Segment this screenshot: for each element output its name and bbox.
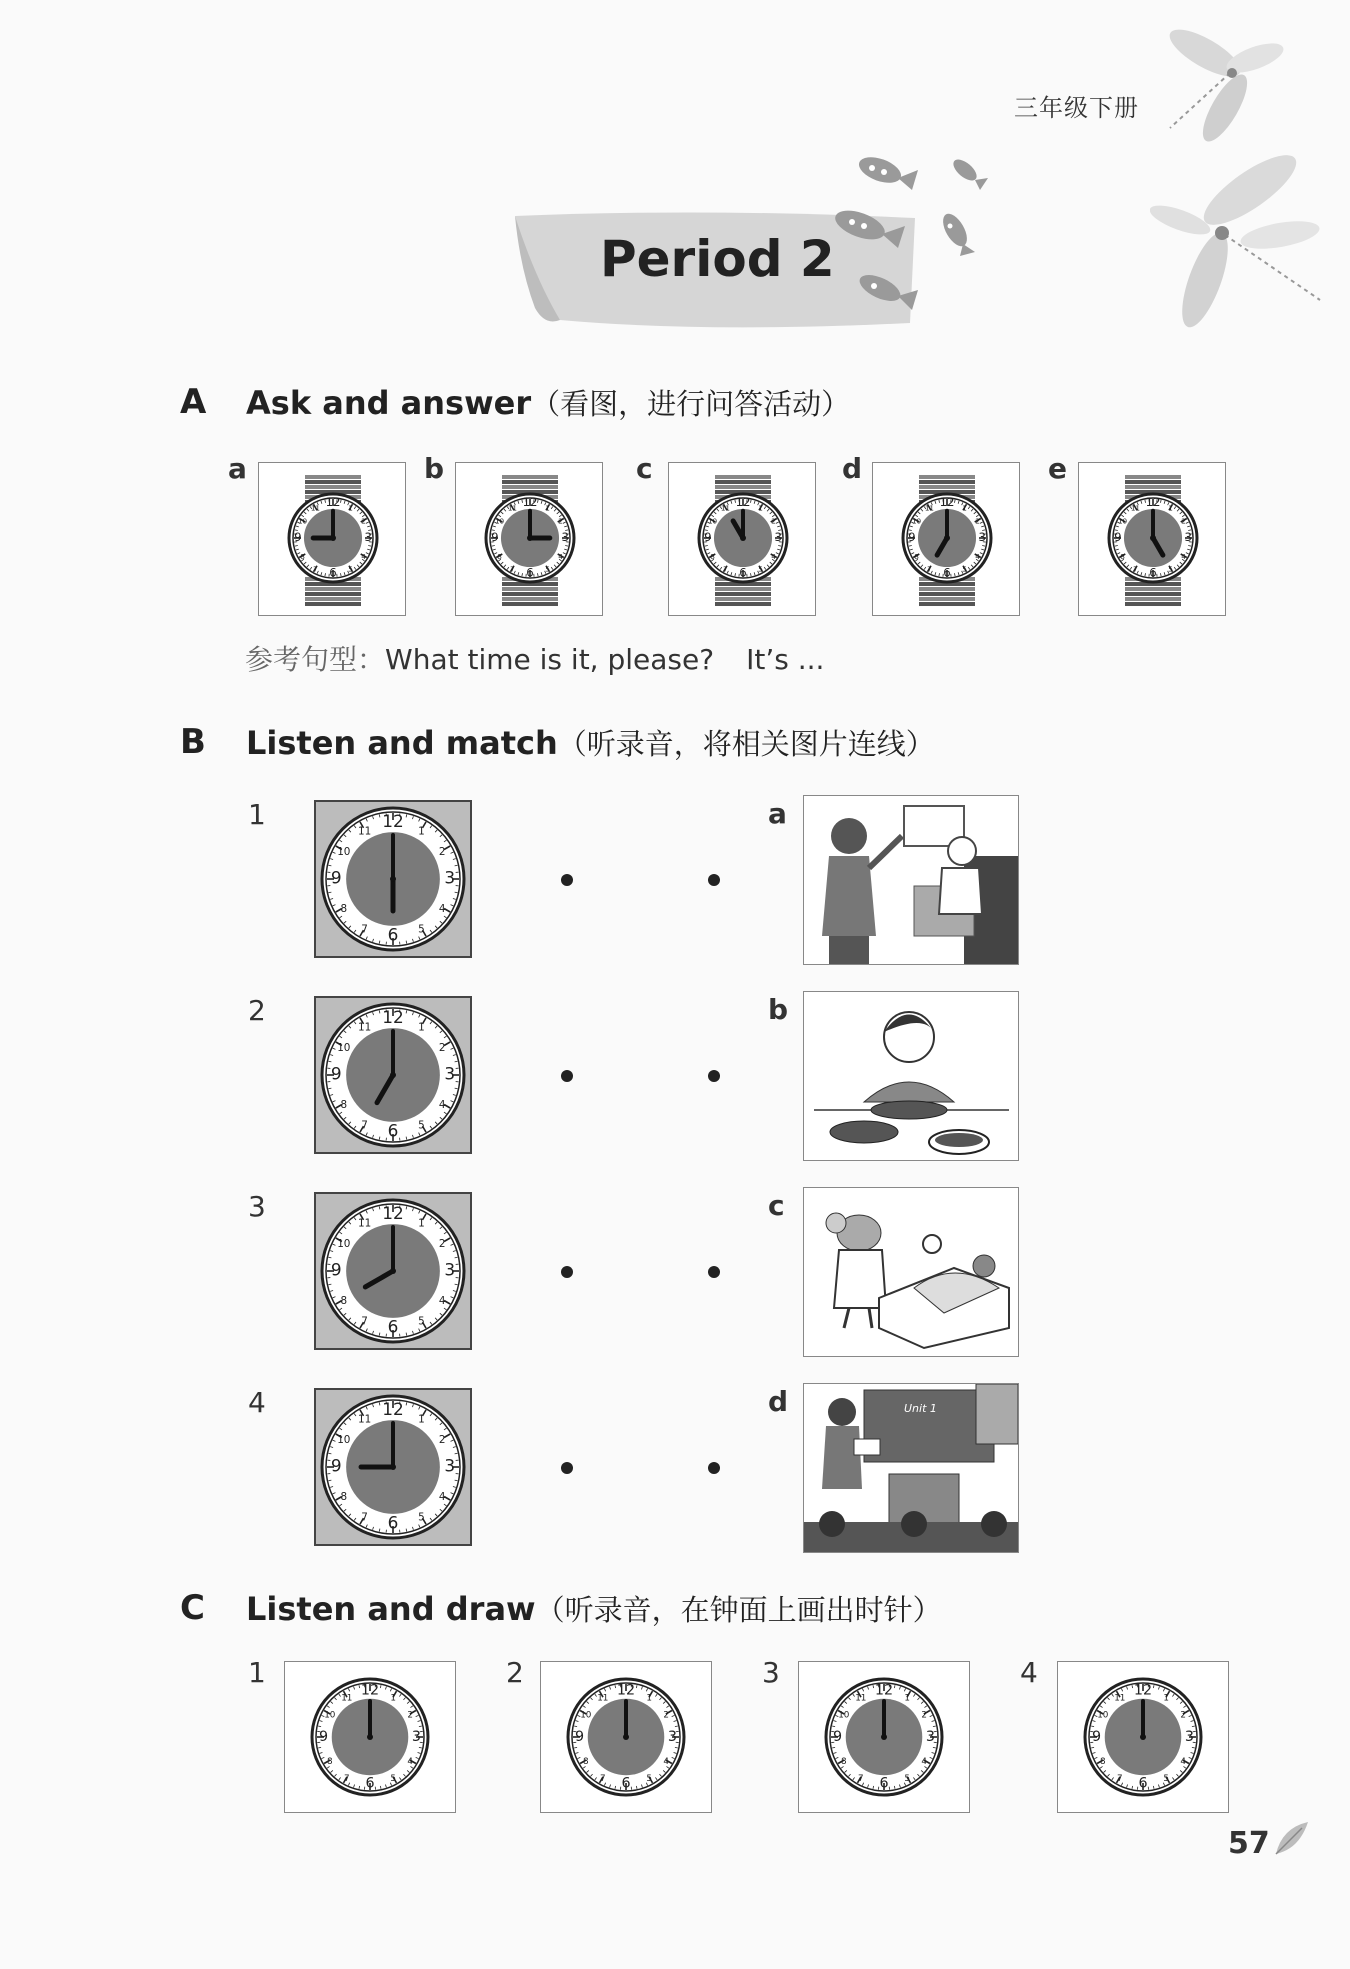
watch-label: b bbox=[424, 452, 445, 485]
svg-text:11: 11 bbox=[310, 503, 320, 513]
picture-label: a bbox=[768, 797, 787, 830]
classroom-teacher-picture bbox=[804, 1384, 1018, 1552]
section-b-title-en: Listen and match bbox=[246, 724, 558, 762]
svg-text:7: 7 bbox=[361, 1315, 368, 1328]
svg-text:10: 10 bbox=[580, 1710, 592, 1721]
wall-clock-frame bbox=[314, 996, 472, 1154]
svg-text:7: 7 bbox=[599, 1774, 606, 1785]
svg-text:9: 9 bbox=[704, 530, 712, 545]
svg-text:10: 10 bbox=[707, 516, 718, 526]
svg-text:7: 7 bbox=[510, 564, 515, 574]
svg-text:3: 3 bbox=[1184, 1728, 1194, 1745]
svg-text:6: 6 bbox=[387, 1316, 399, 1337]
svg-text:3: 3 bbox=[444, 1455, 456, 1476]
svg-text:6: 6 bbox=[526, 565, 534, 580]
svg-text:11: 11 bbox=[924, 503, 934, 513]
mouse-in-bed-picture bbox=[803, 1187, 1019, 1357]
svg-text:2: 2 bbox=[407, 1710, 413, 1721]
svg-text:2: 2 bbox=[921, 1710, 927, 1721]
watch-label: d bbox=[842, 452, 863, 485]
svg-text:11: 11 bbox=[597, 1693, 609, 1704]
blank-clock-icon[interactable] bbox=[541, 1662, 711, 1812]
svg-text:6: 6 bbox=[329, 565, 337, 580]
svg-text:1: 1 bbox=[545, 503, 550, 513]
svg-text:8: 8 bbox=[914, 551, 919, 561]
svg-text:10: 10 bbox=[494, 516, 505, 526]
item-number: 2 bbox=[248, 994, 266, 1027]
svg-text:12: 12 bbox=[616, 1682, 636, 1699]
svg-text:11: 11 bbox=[357, 825, 372, 838]
reference-label: 参考句型： bbox=[245, 643, 386, 676]
svg-text:12: 12 bbox=[382, 810, 404, 831]
svg-text:8: 8 bbox=[340, 1490, 348, 1503]
wall-clock-frame bbox=[314, 1192, 472, 1350]
svg-text:7: 7 bbox=[313, 564, 318, 574]
section-a-title-en: Ask and answer bbox=[246, 384, 532, 422]
page-number: 57 bbox=[1228, 1826, 1270, 1861]
svg-text:5: 5 bbox=[418, 1511, 425, 1524]
item-number: 1 bbox=[248, 798, 266, 831]
watch-frame bbox=[872, 462, 1020, 616]
svg-text:1: 1 bbox=[348, 503, 353, 513]
svg-text:6: 6 bbox=[879, 1775, 889, 1792]
svg-text:2: 2 bbox=[438, 1434, 446, 1447]
svg-text:12: 12 bbox=[735, 494, 751, 509]
svg-text:1: 1 bbox=[904, 1693, 911, 1704]
item-number: 2 bbox=[506, 1656, 524, 1689]
svg-text:10: 10 bbox=[297, 516, 308, 526]
svg-text:11: 11 bbox=[357, 1413, 372, 1426]
item-number: 1 bbox=[248, 1656, 266, 1689]
svg-text:5: 5 bbox=[418, 1315, 425, 1328]
svg-text:6: 6 bbox=[621, 1775, 631, 1792]
watch-label: c bbox=[636, 452, 653, 485]
svg-text:10: 10 bbox=[337, 1434, 351, 1447]
svg-text:12: 12 bbox=[325, 494, 341, 509]
svg-text:8: 8 bbox=[327, 1757, 333, 1768]
svg-text:8: 8 bbox=[340, 902, 348, 915]
reference-question: What time is it, please? bbox=[385, 643, 715, 676]
svg-text:10: 10 bbox=[1117, 516, 1128, 526]
svg-text:1: 1 bbox=[1168, 503, 1173, 513]
item-number: 4 bbox=[248, 1386, 266, 1419]
svg-text:7: 7 bbox=[361, 1511, 368, 1524]
svg-text:3: 3 bbox=[444, 1063, 456, 1084]
svg-text:7: 7 bbox=[361, 923, 368, 936]
reference-answer: It’s ... bbox=[746, 643, 825, 676]
svg-text:6: 6 bbox=[1138, 1775, 1148, 1792]
mouse-in-bed-picture bbox=[804, 1188, 1018, 1356]
svg-text:4: 4 bbox=[1181, 551, 1186, 561]
svg-text:2: 2 bbox=[438, 846, 446, 859]
svg-text:7: 7 bbox=[343, 1774, 350, 1785]
svg-text:3: 3 bbox=[978, 530, 986, 545]
svg-text:6: 6 bbox=[387, 1120, 399, 1141]
svg-text:2: 2 bbox=[975, 516, 980, 526]
svg-text:8: 8 bbox=[497, 551, 502, 561]
svg-text:5: 5 bbox=[418, 1119, 425, 1132]
section-c-letter: C bbox=[180, 1588, 205, 1628]
blank-clock-icon[interactable] bbox=[799, 1662, 969, 1812]
svg-text:10: 10 bbox=[337, 846, 351, 859]
section-a-title-cn: （看图，进行问答活动） bbox=[531, 387, 851, 421]
svg-text:10: 10 bbox=[911, 516, 922, 526]
page-title: Period 2 bbox=[600, 230, 835, 288]
svg-text:7: 7 bbox=[1116, 1774, 1123, 1785]
svg-text:9: 9 bbox=[491, 530, 499, 545]
svg-text:7: 7 bbox=[1133, 564, 1138, 574]
watch-frame bbox=[1078, 462, 1226, 616]
svg-text:1: 1 bbox=[758, 503, 763, 513]
svg-text:8: 8 bbox=[1100, 1757, 1106, 1768]
svg-text:4: 4 bbox=[771, 551, 776, 561]
svg-text:9: 9 bbox=[330, 867, 342, 888]
match-dot-left[interactable] bbox=[561, 1462, 573, 1474]
svg-text:8: 8 bbox=[710, 551, 715, 561]
wall-clock-icon bbox=[316, 802, 470, 956]
svg-text:12: 12 bbox=[522, 494, 538, 509]
draw-clock-frame[interactable] bbox=[1057, 1661, 1229, 1813]
svg-text:8: 8 bbox=[1120, 551, 1125, 561]
svg-text:6: 6 bbox=[387, 1512, 399, 1533]
match-dot-right[interactable] bbox=[708, 1070, 720, 1082]
svg-text:5: 5 bbox=[646, 1774, 653, 1785]
wristwatch-icon bbox=[259, 463, 407, 617]
svg-text:8: 8 bbox=[340, 1098, 348, 1111]
svg-text:1: 1 bbox=[962, 503, 967, 513]
svg-text:9: 9 bbox=[294, 530, 302, 545]
svg-text:6: 6 bbox=[943, 565, 951, 580]
svg-text:5: 5 bbox=[904, 1774, 911, 1785]
grade-label: 三年级下册 bbox=[1014, 94, 1139, 122]
svg-text:1: 1 bbox=[418, 1413, 425, 1426]
svg-text:10: 10 bbox=[324, 1710, 336, 1721]
svg-text:4: 4 bbox=[407, 1757, 413, 1768]
svg-text:9: 9 bbox=[330, 1455, 342, 1476]
svg-text:4: 4 bbox=[438, 1098, 446, 1111]
svg-text:7: 7 bbox=[857, 1774, 864, 1785]
svg-text:12: 12 bbox=[382, 1202, 404, 1223]
section-a-letter: A bbox=[180, 382, 207, 422]
wall-clock-icon bbox=[316, 1390, 470, 1544]
svg-text:9: 9 bbox=[330, 1063, 342, 1084]
section-b-title bbox=[246, 722, 935, 763]
svg-text:10: 10 bbox=[337, 1238, 351, 1251]
watch-frame bbox=[455, 462, 603, 616]
svg-text:5: 5 bbox=[390, 1774, 397, 1785]
svg-text:6: 6 bbox=[739, 565, 747, 580]
svg-text:2: 2 bbox=[558, 516, 563, 526]
svg-text:12: 12 bbox=[360, 1682, 380, 1699]
svg-text:3: 3 bbox=[667, 1728, 677, 1745]
svg-text:3: 3 bbox=[411, 1728, 421, 1745]
classroom-teacher-picture bbox=[803, 1383, 1019, 1553]
match-dot-right[interactable] bbox=[708, 874, 720, 886]
svg-text:5: 5 bbox=[545, 564, 550, 574]
section-c-title-en: Listen and draw bbox=[246, 1590, 536, 1628]
svg-text:12: 12 bbox=[939, 494, 955, 509]
svg-text:8: 8 bbox=[841, 1757, 847, 1768]
svg-text:4: 4 bbox=[558, 551, 563, 561]
svg-text:3: 3 bbox=[561, 530, 569, 545]
svg-text:9: 9 bbox=[1092, 1728, 1102, 1745]
svg-text:9: 9 bbox=[908, 530, 916, 545]
svg-text:1: 1 bbox=[646, 1693, 653, 1704]
svg-text:4: 4 bbox=[438, 1294, 446, 1307]
svg-text:11: 11 bbox=[855, 1693, 867, 1704]
svg-text:12: 12 bbox=[1145, 494, 1161, 509]
svg-text:2: 2 bbox=[438, 1042, 446, 1055]
svg-text:9: 9 bbox=[330, 1259, 342, 1280]
fish-icon bbox=[830, 140, 1000, 320]
item-number: 4 bbox=[1020, 1656, 1038, 1689]
svg-text:4: 4 bbox=[438, 902, 446, 915]
svg-text:4: 4 bbox=[361, 551, 366, 561]
watch-label: a bbox=[228, 452, 247, 485]
svg-text:3: 3 bbox=[364, 530, 372, 545]
svg-text:12: 12 bbox=[382, 1006, 404, 1027]
svg-text:Unit 1: Unit 1 bbox=[904, 1402, 937, 1415]
blank-clock-icon[interactable] bbox=[285, 1662, 455, 1812]
svg-text:9: 9 bbox=[833, 1728, 843, 1745]
svg-text:4: 4 bbox=[663, 1757, 669, 1768]
boy-eating-picture bbox=[803, 991, 1019, 1161]
mother-and-boy-picture bbox=[804, 796, 1018, 964]
svg-text:2: 2 bbox=[771, 516, 776, 526]
svg-text:7: 7 bbox=[723, 564, 728, 574]
section-b-letter: B bbox=[180, 722, 206, 762]
svg-text:12: 12 bbox=[874, 1682, 894, 1699]
svg-text:1: 1 bbox=[1163, 1693, 1170, 1704]
svg-text:8: 8 bbox=[340, 1294, 348, 1307]
wall-clock-icon bbox=[316, 998, 470, 1152]
dragonfly-icon bbox=[1150, 140, 1330, 350]
svg-text:5: 5 bbox=[1163, 1774, 1170, 1785]
leaf-icon bbox=[1272, 1818, 1312, 1858]
svg-text:1: 1 bbox=[418, 825, 425, 838]
svg-text:5: 5 bbox=[1168, 564, 1173, 574]
match-dot-right[interactable] bbox=[708, 1266, 720, 1278]
svg-text:3: 3 bbox=[444, 1259, 456, 1280]
picture-label: c bbox=[768, 1189, 785, 1222]
wristwatch-icon bbox=[1079, 463, 1227, 617]
svg-text:11: 11 bbox=[507, 503, 517, 513]
wristwatch-icon bbox=[873, 463, 1021, 617]
mother-and-boy-picture bbox=[803, 795, 1019, 965]
wall-clock-frame bbox=[314, 800, 472, 958]
match-dot-left[interactable] bbox=[561, 874, 573, 886]
svg-text:3: 3 bbox=[444, 867, 456, 888]
svg-text:11: 11 bbox=[1130, 503, 1140, 513]
svg-text:6: 6 bbox=[387, 924, 399, 945]
svg-text:11: 11 bbox=[357, 1021, 372, 1034]
watch-frame bbox=[668, 462, 816, 616]
draw-clock-frame[interactable] bbox=[798, 1661, 970, 1813]
item-number: 3 bbox=[762, 1656, 780, 1689]
match-dot-left[interactable] bbox=[561, 1266, 573, 1278]
svg-text:2: 2 bbox=[438, 1238, 446, 1251]
wall-clock-icon bbox=[316, 1194, 470, 1348]
svg-text:12: 12 bbox=[382, 1398, 404, 1419]
svg-text:4: 4 bbox=[438, 1490, 446, 1503]
match-dot-right[interactable] bbox=[708, 1462, 720, 1474]
picture-label: d bbox=[768, 1385, 789, 1418]
draw-clock-frame[interactable] bbox=[540, 1661, 712, 1813]
svg-text:7: 7 bbox=[361, 1119, 368, 1132]
svg-text:3: 3 bbox=[925, 1728, 935, 1745]
svg-text:5: 5 bbox=[962, 564, 967, 574]
svg-text:1: 1 bbox=[418, 1021, 425, 1034]
watch-label: e bbox=[1048, 452, 1067, 485]
section-c-title bbox=[246, 1588, 942, 1629]
svg-text:4: 4 bbox=[975, 551, 980, 561]
svg-text:7: 7 bbox=[927, 564, 932, 574]
svg-text:8: 8 bbox=[583, 1757, 589, 1768]
section-b-title-cn: （听录音，将相关图片连线） bbox=[557, 727, 935, 761]
svg-text:5: 5 bbox=[348, 564, 353, 574]
svg-text:9: 9 bbox=[319, 1728, 329, 1745]
svg-text:3: 3 bbox=[1184, 530, 1192, 545]
svg-text:11: 11 bbox=[357, 1217, 372, 1230]
svg-text:11: 11 bbox=[341, 1693, 353, 1704]
svg-text:6: 6 bbox=[1149, 565, 1157, 580]
svg-text:5: 5 bbox=[418, 923, 425, 936]
svg-text:10: 10 bbox=[838, 1710, 850, 1721]
svg-text:6: 6 bbox=[365, 1775, 375, 1792]
watch-frame bbox=[258, 462, 406, 616]
svg-text:2: 2 bbox=[1181, 516, 1186, 526]
wristwatch-icon bbox=[456, 463, 604, 617]
svg-text:10: 10 bbox=[1097, 1710, 1109, 1721]
svg-text:10: 10 bbox=[337, 1042, 351, 1055]
svg-text:2: 2 bbox=[663, 1710, 669, 1721]
svg-text:2: 2 bbox=[1180, 1710, 1186, 1721]
svg-text:9: 9 bbox=[575, 1728, 585, 1745]
section-a-title bbox=[246, 382, 850, 423]
svg-text:3: 3 bbox=[774, 530, 782, 545]
reference-sentence bbox=[245, 638, 824, 678]
draw-clock-frame[interactable] bbox=[284, 1661, 456, 1813]
svg-text:4: 4 bbox=[921, 1757, 927, 1768]
svg-text:12: 12 bbox=[1133, 1682, 1153, 1699]
dragonfly-icon bbox=[1150, 18, 1300, 148]
wristwatch-icon bbox=[669, 463, 817, 617]
svg-text:8: 8 bbox=[300, 551, 305, 561]
svg-text:4: 4 bbox=[1180, 1757, 1186, 1768]
picture-label: b bbox=[768, 993, 789, 1026]
section-c-title-cn: （听录音，在钟面上画出时针） bbox=[535, 1593, 942, 1627]
svg-text:2: 2 bbox=[361, 516, 366, 526]
blank-clock-icon[interactable] bbox=[1058, 1662, 1228, 1812]
svg-text:5: 5 bbox=[758, 564, 763, 574]
boy-eating-picture bbox=[804, 992, 1018, 1160]
svg-text:9: 9 bbox=[1114, 530, 1122, 545]
svg-text:1: 1 bbox=[390, 1693, 397, 1704]
svg-text:1: 1 bbox=[418, 1217, 425, 1230]
wall-clock-frame bbox=[314, 1388, 472, 1546]
item-number: 3 bbox=[248, 1190, 266, 1223]
svg-text:11: 11 bbox=[720, 503, 730, 513]
svg-text:11: 11 bbox=[1114, 1693, 1126, 1704]
match-dot-left[interactable] bbox=[561, 1070, 573, 1082]
